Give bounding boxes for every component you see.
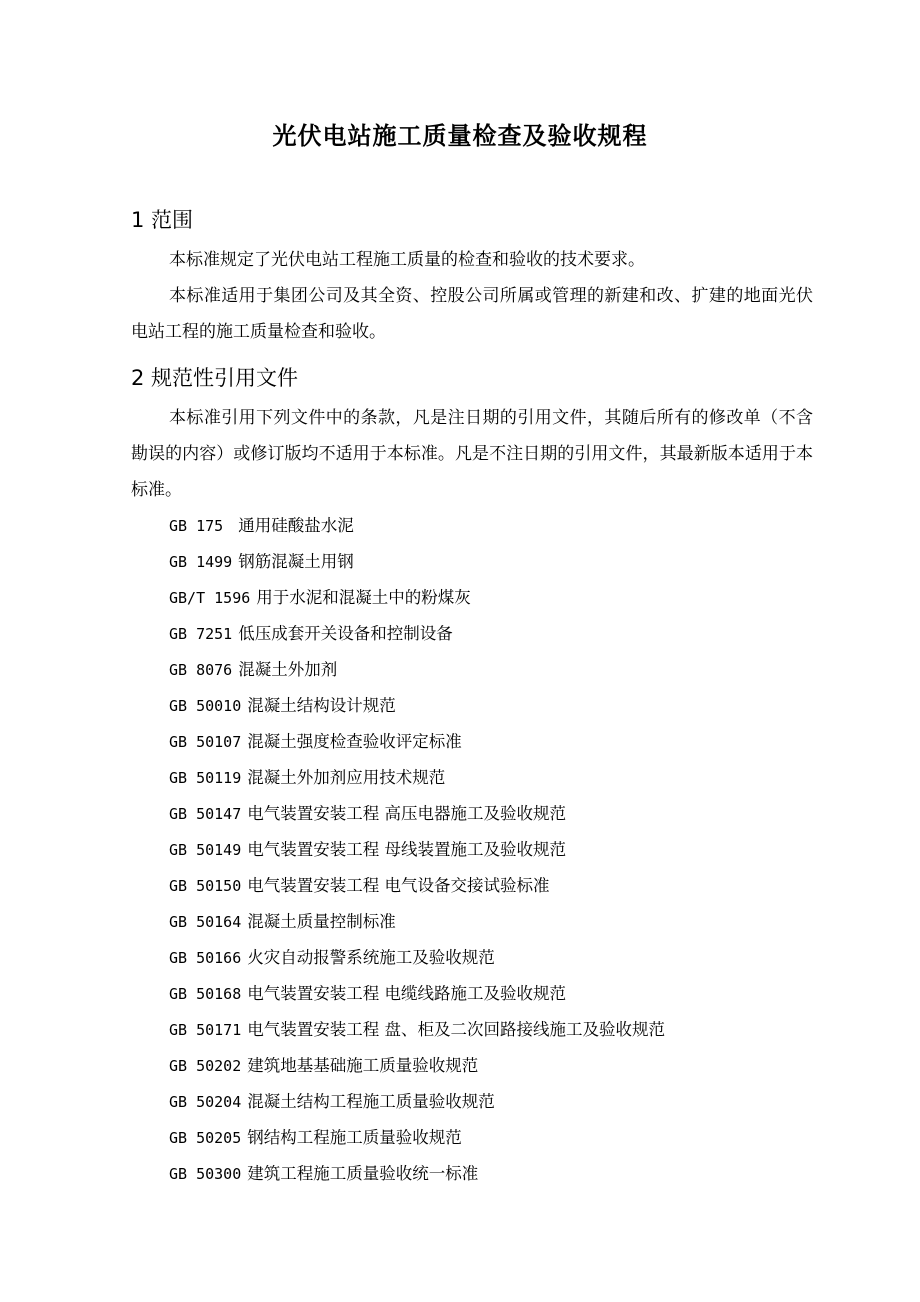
reference-code: GB 50202	[169, 1057, 242, 1075]
list-item	[169, 976, 665, 1012]
reference-name: 电气装置安装工程 母线装置施工及验收规范	[247, 840, 566, 859]
document-title: 光伏电站施工质量检查及验收规程	[272, 122, 648, 150]
paragraph: 本标准引用下列文件中的条款，凡是注日期的引用文件，其随后所有的修改单（不含勘误的内容）或修订版均不适用于本标准。凡是不注日期的引用文件，其最新版本适用于本标准。	[131, 408, 813, 500]
reference-code: GB 50300	[169, 1165, 242, 1183]
reference-code: GB 50147	[169, 805, 242, 823]
list-item	[169, 724, 665, 760]
list-item	[169, 904, 665, 940]
reference-name: 混凝土质量控制标准	[247, 912, 396, 931]
reference-name: 电气装置安装工程 电气设备交接试验标准	[247, 876, 550, 895]
reference-code: GB 50168	[169, 985, 242, 1003]
reference-list	[169, 508, 665, 1192]
reference-name: 火灾自动报警系统施工及验收规范	[247, 948, 495, 967]
reference-name: 混凝土强度检查验收评定标准	[247, 732, 462, 751]
list-item	[169, 832, 665, 868]
reference-name: 钢结构工程施工质量验收规范	[247, 1128, 462, 1147]
reference-name: 通用硅酸盐水泥	[238, 516, 354, 535]
reference-code: GB 50164	[169, 913, 242, 931]
section-heading-scope: 1 范围	[131, 208, 194, 232]
reference-code: GB 50204	[169, 1093, 242, 1111]
list-item	[169, 1084, 665, 1120]
reference-code: GB 7251	[169, 625, 233, 643]
reference-name: 混凝土结构工程施工质量验收规范	[247, 1092, 495, 1111]
reference-name: 建筑地基基础施工质量验收规范	[247, 1056, 479, 1075]
list-item	[169, 940, 665, 976]
reference-name: 电气装置安装工程 高压电器施工及验收规范	[247, 804, 566, 823]
list-item	[169, 652, 665, 688]
list-item	[169, 508, 665, 544]
reference-code: GB 175	[169, 517, 233, 535]
reference-name: 电气装置安装工程 电缆线路施工及验收规范	[247, 984, 566, 1003]
reference-code: GB 50171	[169, 1021, 242, 1039]
list-item	[169, 1048, 665, 1084]
paragraph: 本标准适用于集团公司及其全资、控股公司所属或管理的新建和改、扩建的地面光伏电站工程的施工质量检查和验收。	[131, 286, 813, 342]
reference-name: 混凝土外加剂	[238, 660, 338, 679]
list-item	[169, 688, 665, 724]
reference-code: GB/T 1596	[169, 589, 251, 607]
reference-code: GB 50107	[169, 733, 242, 751]
reference-code: GB 50119	[169, 769, 242, 787]
reference-code: GB 8076	[169, 661, 233, 679]
list-item	[169, 1012, 665, 1048]
list-item	[169, 544, 665, 580]
reference-code: GB 50010	[169, 697, 242, 715]
reference-code: GB 50205	[169, 1129, 242, 1147]
reference-name: 建筑工程施工质量验收统一标准	[247, 1164, 479, 1183]
reference-code: GB 50166	[169, 949, 242, 967]
reference-code: GB 1499	[169, 553, 233, 571]
list-item	[169, 868, 665, 904]
reference-name: 混凝土外加剂应用技术规范	[247, 768, 446, 787]
reference-name: 钢筋混凝土用钢	[238, 552, 354, 571]
list-item	[169, 1156, 665, 1192]
reference-name: 用于水泥和混凝土中的粉煤灰	[256, 588, 471, 607]
paragraph: 本标准规定了光伏电站工程施工质量的检查和验收的技术要求。	[169, 250, 645, 270]
list-item	[169, 760, 665, 796]
reference-code: GB 50150	[169, 877, 242, 895]
list-item	[169, 796, 665, 832]
reference-code: GB 50149	[169, 841, 242, 859]
reference-name: 低压成套开关设备和控制设备	[238, 624, 453, 643]
reference-name: 电气装置安装工程 盘、柜及二次回路接线施工及验收规范	[247, 1020, 665, 1039]
list-item	[169, 1120, 665, 1156]
reference-name: 混凝土结构设计规范	[247, 696, 396, 715]
list-item	[169, 616, 665, 652]
section-heading-normative-references: 2 规范性引用文件	[131, 366, 299, 390]
list-item	[169, 580, 665, 616]
